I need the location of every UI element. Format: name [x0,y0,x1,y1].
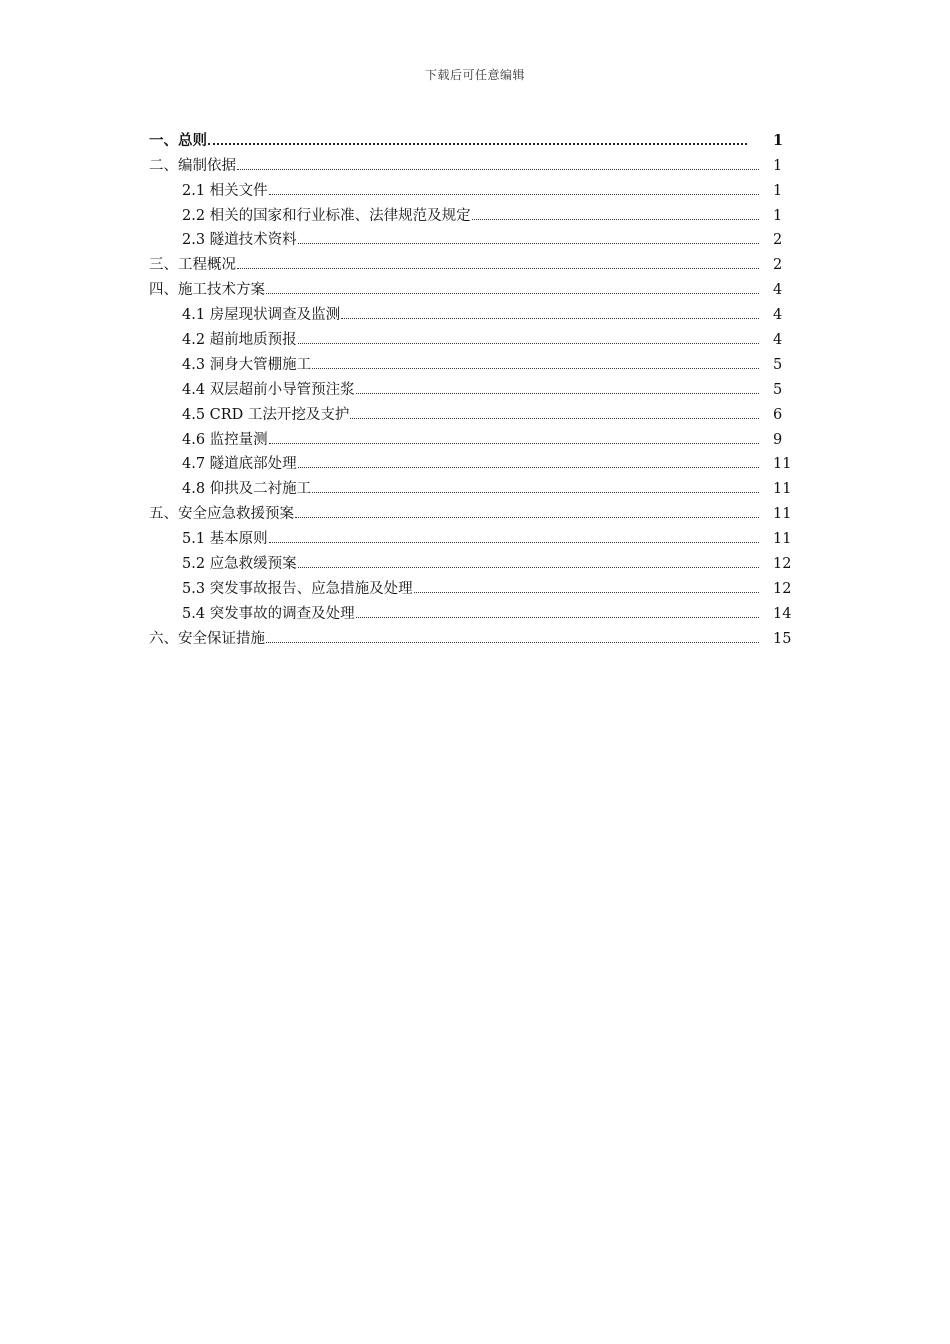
toc-dot-leader [414,591,759,593]
toc-entry[interactable] [149,523,809,548]
toc-entry[interactable] [149,548,809,573]
toc-entry-title: 4.3 洞身大管棚施工 [182,356,312,373]
toc-entry-page-number: 9 [773,431,783,448]
toc-entry-page-number: 11 [773,531,792,548]
toc-entry[interactable] [149,349,809,374]
toc-dot-leader [266,292,759,294]
toc-entry[interactable] [149,324,809,349]
toc-entry-page-number: 4 [773,282,783,299]
toc-entry-page-number: 11 [773,506,792,523]
toc-entry[interactable] [149,573,809,598]
toc-entry-title: 4.6 监控量测 [182,431,268,448]
toc-entry[interactable] [149,498,809,523]
toc-entry[interactable] [149,299,809,324]
toc-entry-title: 二、编制依据 [149,157,236,174]
toc-entry-page-number: 1 [773,131,784,149]
toc-entry-page-number: 1 [773,182,783,199]
toc-entry[interactable] [149,249,809,274]
toc-dot-leader [208,142,747,145]
toc-entry[interactable] [149,125,809,150]
toc-entry-page-number: 11 [773,481,792,498]
toc-entry-page-number: 12 [773,580,792,597]
toc-entry-title: 4.7 隧道底部处理 [182,456,297,473]
toc-entry-page-number: 15 [773,630,792,647]
toc-entry-title: 五、安全应急救援预案 [149,506,294,523]
toc-dot-leader [312,491,759,493]
toc-entry-title: 5.2 应急救缓预案 [182,556,297,573]
toc-entry-page-number: 14 [773,605,792,622]
toc-dot-leader [356,392,759,394]
toc-entry-page-number: 4 [773,307,783,324]
toc-dot-leader [269,442,759,444]
toc-dot-leader [298,342,759,344]
toc-dot-leader [298,242,759,244]
page-header: 下载后可任意编辑 [424,68,525,82]
toc-entry-title: 2.2 相关的国家和行业标准、法律规范及规定 [182,207,471,224]
toc-entry[interactable] [149,150,809,175]
toc-entry[interactable] [149,473,809,498]
toc-entry-title: 4.8 仰拱及二衬施工 [182,481,312,498]
toc-dot-leader [269,541,759,543]
toc-entry-title: 5.4 突发事故的调查及处理 [182,605,355,622]
toc-entry[interactable] [149,623,809,648]
toc-dot-leader [341,317,759,319]
toc-dot-leader [472,218,759,220]
toc-entry[interactable] [149,399,809,424]
toc-entry-page-number: 2 [773,232,783,249]
toc-entry[interactable] [149,200,809,225]
toc-dot-leader [298,566,759,568]
toc-entry-page-number: 1 [773,157,783,174]
toc-entry-title: 4.5 CRD 工法开挖及支护 [182,406,350,423]
toc-dot-leader [266,641,759,643]
toc-entry-title: 2.1 相关文件 [182,182,268,199]
toc-entry-page-number: 4 [773,332,783,349]
toc-dot-leader [298,466,759,468]
toc-dot-leader [269,193,759,195]
toc-entry-title: 4.4 双层超前小导管预注浆 [182,381,355,398]
toc-entry-page-number: 1 [773,207,783,224]
toc-entry-page-number: 5 [773,381,783,398]
toc-entry-title: 六、安全保证措施 [149,630,265,647]
toc-entry-page-number: 12 [773,556,792,573]
toc-entry-title: 四、施工技术方案 [149,282,265,299]
toc-entry-page-number: 5 [773,356,783,373]
toc-entry-title: 4.1 房屋现状调查及监测 [182,307,341,324]
toc-entry[interactable] [149,598,809,623]
toc-entry[interactable] [149,449,809,474]
toc-entry-page-number: 6 [773,406,783,423]
toc-entry[interactable] [149,225,809,250]
toc-dot-leader [295,516,759,518]
toc-dot-leader [356,616,759,618]
toc-entry-page-number: 2 [773,257,783,274]
toc-entry-title: 一、总则 [149,131,207,149]
table-of-contents [149,125,809,648]
toc-dot-leader [312,367,759,369]
toc-entry-title: 2.3 隧道技术资料 [182,232,297,249]
toc-entry-title: 5.3 突发事故报告、应急措施及处理 [182,580,413,597]
toc-entry-page-number: 11 [773,456,792,473]
toc-dot-leader [237,168,759,170]
toc-dot-leader [237,267,759,269]
toc-entry-title: 5.1 基本原则 [182,531,268,548]
toc-entry[interactable] [149,374,809,399]
toc-entry[interactable] [149,424,809,449]
toc-entry[interactable] [149,274,809,299]
toc-entry[interactable] [149,175,809,200]
toc-entry-title: 三、工程概况 [149,257,236,274]
toc-dot-leader [350,417,759,419]
toc-entry-title: 4.2 超前地质预报 [182,332,297,349]
